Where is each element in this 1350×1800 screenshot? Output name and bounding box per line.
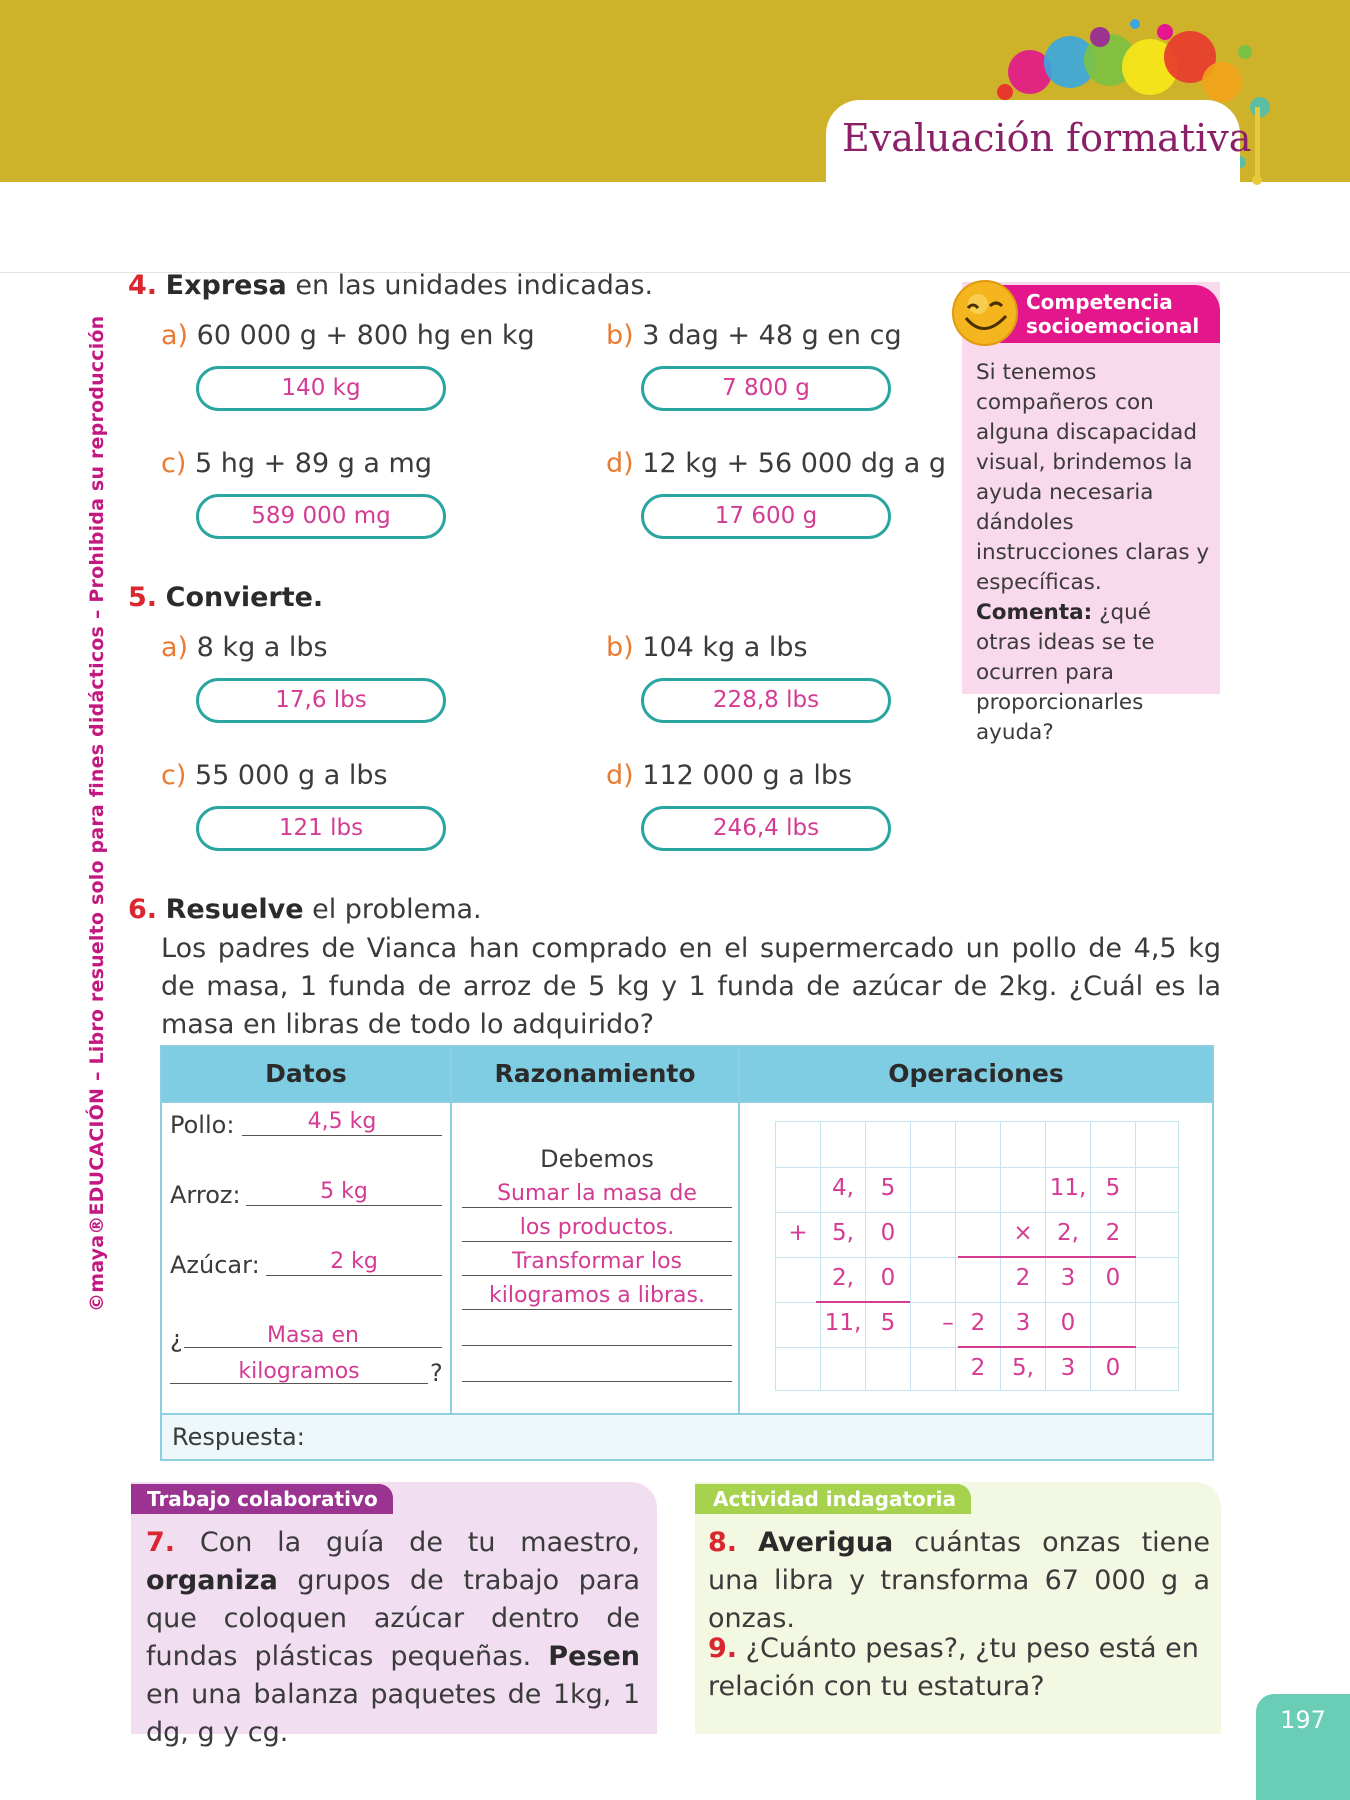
header-datos: Datos	[162, 1047, 450, 1101]
op-digit: 2,	[1057, 1220, 1079, 1246]
op-digit: 0	[1105, 1355, 1121, 1381]
op-digit: 3	[1060, 1265, 1076, 1291]
sum-line	[816, 1301, 910, 1303]
header-operaciones: Operaciones	[740, 1047, 1212, 1101]
q5c-text: c) 55 000 g a lbs	[161, 760, 388, 791]
q4a-text: a) 60 000 g + 800 hg en kg	[161, 320, 535, 351]
answer-line	[242, 1135, 442, 1136]
q6-heading: 6. Resuelve el problema.	[128, 894, 482, 925]
op-digit: 2	[970, 1310, 986, 1336]
datos-value-pollo[interactable]: 4,5 kg	[307, 1109, 377, 1134]
question-value-line1[interactable]: Masa en	[267, 1323, 359, 1348]
question-open-mark: ¿	[170, 1325, 183, 1353]
op-digit: 2	[1105, 1220, 1121, 1246]
op-digit: 2	[970, 1355, 986, 1381]
answer-line	[462, 1381, 732, 1382]
trabajo-colaborativo-header: Trabajo colaborativo	[131, 1484, 393, 1514]
datos-label-arroz: Arroz:	[170, 1181, 241, 1209]
answer-line	[462, 1275, 732, 1276]
q4b-answer[interactable]: 7 800 g	[641, 366, 891, 411]
op-sign: ×	[1013, 1220, 1033, 1246]
q5d-text: d) 112 000 g a lbs	[606, 760, 853, 791]
answer-line	[246, 1205, 442, 1206]
q5d-answer[interactable]: 246,4 lbs	[641, 806, 891, 851]
razonamiento-line[interactable]: Sumar la masa de	[497, 1181, 697, 1206]
op-digit: 5	[880, 1175, 896, 1201]
respuesta-label: Respuesta:	[172, 1423, 305, 1451]
operations-grid	[775, 1121, 1179, 1391]
q8-text: 8. Averigua cuántas onzas tiene una libra y transforma 67 000 g a onzas.	[708, 1527, 1210, 1634]
op-digit: 5	[1105, 1175, 1121, 1201]
datos-value-arroz[interactable]: 5 kg	[320, 1179, 368, 1204]
solution-table	[160, 1045, 1214, 1461]
header-razonamiento: Razonamiento	[452, 1047, 738, 1101]
q5a-answer[interactable]: 17,6 lbs	[196, 678, 446, 723]
competencia-text: Si tenemos compañeros con alguna discapacidad visual, brindemos la ayuda necesaria dándoles instrucciones claras y específicas. Comenta: ¿qué otras ideas se te ocurren para proporcionarles ayuda?	[976, 360, 1210, 745]
datos-label-pollo: Pollo:	[170, 1111, 235, 1139]
page-number: 197	[1256, 1694, 1350, 1800]
op-digit: 2,	[832, 1265, 854, 1291]
q5-heading: 5. Convierte.	[128, 582, 324, 613]
razonamiento-line[interactable]: Transformar los	[512, 1249, 682, 1274]
op-digit: 11,	[1049, 1175, 1087, 1201]
op-digit: 0	[880, 1265, 896, 1291]
question-value-line2[interactable]: kilogramos	[238, 1359, 360, 1384]
q4c-answer[interactable]: 589 000 mg	[196, 494, 446, 539]
q4c-text: c) 5 hg + 89 g a mg	[161, 448, 433, 479]
respuesta-row[interactable]	[162, 1415, 1212, 1459]
answer-line	[266, 1275, 442, 1276]
product-line	[958, 1256, 1136, 1258]
answer-line	[462, 1309, 732, 1310]
op-digit: 4,	[832, 1175, 854, 1201]
op-digit: 3	[1060, 1355, 1076, 1381]
page-title: Evaluación formativa	[842, 116, 1252, 160]
op-digit: 0	[1060, 1310, 1076, 1336]
product-line	[958, 1346, 1136, 1348]
question-close-mark: ?	[430, 1359, 443, 1387]
datos-value-azucar[interactable]: 2 kg	[330, 1249, 378, 1274]
copyright-vertical-text: ©maya®EDUCACIÓN – Libro resuelto solo para fines didácticos – Prohibida su reproducción	[86, 315, 108, 1312]
q5c-answer[interactable]: 121 lbs	[196, 806, 446, 851]
q5a-text: a) 8 kg a lbs	[161, 632, 328, 663]
op-digit: 0	[880, 1220, 896, 1246]
q9-text: 9. ¿Cuánto pesas?, ¿tu peso está en relación con tu estatura?	[708, 1633, 1199, 1702]
actividad-indagatoria-header: Actividad indagatoria	[695, 1484, 971, 1514]
op-digit: 3	[1015, 1310, 1031, 1336]
op-digit: 5,	[832, 1220, 854, 1246]
q4d-text: d) 12 kg + 56 000 dg a g	[606, 448, 946, 479]
op-digit: 5	[880, 1310, 896, 1336]
q4d-answer[interactable]: 17 600 g	[641, 494, 891, 539]
razonamiento-intro: Debemos	[540, 1145, 654, 1173]
datos-label-azucar: Azúcar:	[170, 1251, 260, 1279]
section-title-tab	[826, 100, 1252, 210]
q4b-text: b) 3 dag + 48 g en cg	[606, 320, 902, 351]
razonamiento-line[interactable]: los productos.	[519, 1215, 675, 1240]
divider	[162, 1101, 1212, 1103]
razonamiento-line[interactable]: kilogramos a libras.	[489, 1283, 705, 1308]
answer-line	[462, 1207, 732, 1208]
q6-problem-text: Los padres de Vianca han comprado en el supermercado un pollo de 4,5 kg de masa, 1 funda de arroz de 5 kg y 1 funda de azúcar de 2kg. ¿Cuál es la masa en libras de todo lo adquirido?	[161, 933, 1221, 1040]
op-digit: 2	[1015, 1265, 1031, 1291]
q7-text: 7. Con la guía de tu maestro, organiza grupos de trabajo para que coloquen azúcar dentro de fundas plásticas pequeñas. Pesen en una balanza paquetes de 1kg, 1 dg, g y cg.	[146, 1527, 640, 1748]
answer-line	[462, 1241, 732, 1242]
smiley-face-icon	[950, 278, 1020, 348]
op-digit: 11,	[824, 1310, 862, 1336]
q4-heading: 4. Expresa en las unidades indicadas.	[128, 270, 654, 301]
competencia-header: Competencia socioemocional	[1000, 285, 1220, 343]
q4a-answer[interactable]: 140 kg	[196, 366, 446, 411]
op-digit: 5,	[1012, 1355, 1034, 1381]
q5b-answer[interactable]: 228,8 lbs	[641, 678, 891, 723]
op-digit: 0	[1105, 1265, 1121, 1291]
answer-line	[462, 1345, 732, 1346]
op-sign: +	[788, 1220, 808, 1246]
q5b-text: b) 104 kg a lbs	[606, 632, 808, 663]
op-sign: –	[942, 1310, 954, 1336]
